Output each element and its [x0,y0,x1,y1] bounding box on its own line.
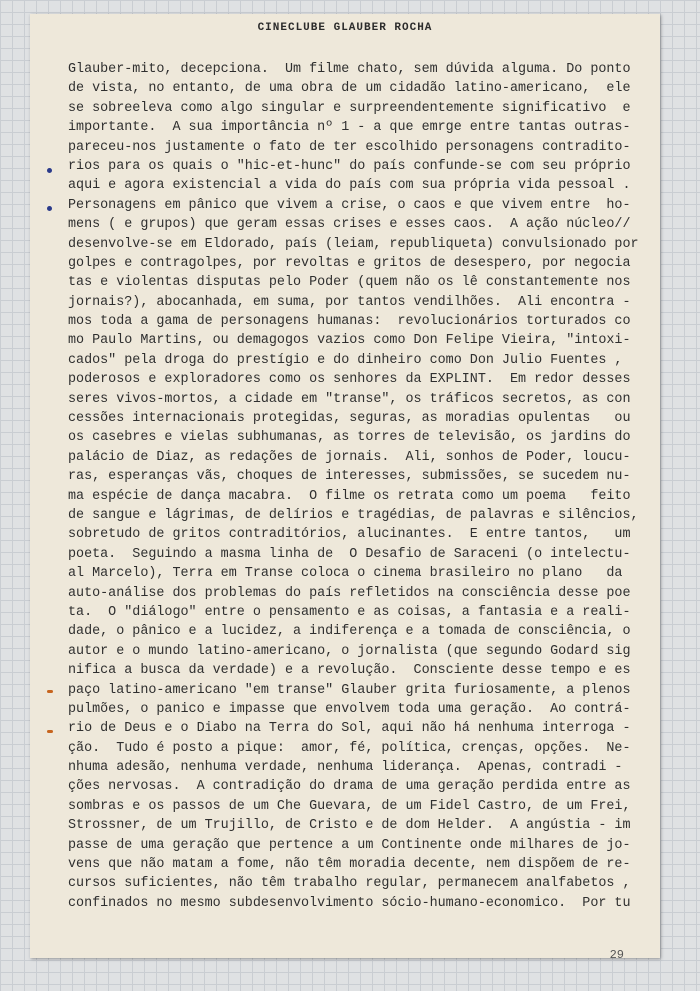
text-line: seres vivos-mortos, a cidade em "transe", os tráficos secretos, as con [68,391,631,407]
text-line: pulmões, o panico e impasse que envolvem toda uma geração. Ao contrá- [68,701,631,717]
text-line: sombras e os passos de um Che Guevara, de um Fidel Castro, de um Frei, [68,798,631,814]
text-line: jornais?), abocanhada, em suma, por tantos vendilhões. Ali encontra - [68,294,631,310]
text-line: vens que não matam a fome, não têm moradia decente, nem dispõem de re- [68,857,631,873]
text-line: mo Paulo Martins, ou demagogos vazios como Don Felipe Vieira, "intoxi- [68,333,631,349]
text-line: cursos suficientes, não têm trabalho regular, permanecem analfabetos , [68,876,631,892]
text-line: Personagens em pânico que vivem a crise, o caos e que vivem entre ho- [68,197,631,213]
text-line: passe de uma geração que pertence a um Continente onde milhares de jo- [68,837,631,853]
text-line: ta. O "diálogo" entre o pensamento e as coisas, a fantasia e a reali- [68,604,631,620]
text-line: mens ( e grupos) que geram essas crises e esses caos. A ação núcleo// [68,217,631,233]
margin-mark-dot [47,168,52,173]
text-line: auto-análise dos problemas do país refletidos na consciência desse poe [68,585,631,601]
text-line: ção. Tudo é posto a pique: amor, fé, política, crenças, opções. Ne- [68,740,631,756]
typed-page [30,14,660,962]
text-line: sobretudo de gritos contraditórios, alucinantes. E entre tantos, um [68,527,631,543]
margin-mark-tick [47,730,53,733]
text-line: nhuma adesão, nenhuma verdade, nenhuma liderança. Apenas, contradi - [68,760,623,776]
text-line: ma espécie de dança macabra. O filme os retrata como um poema feito [68,488,631,504]
text-line: de vista, no entanto, de uma obra de um cidadão latino-americano, ele [68,81,631,97]
text-line: mos toda a gama de personagens humanas: revolucionários torturados co [68,314,631,330]
text-line: al Marcelo), Terra em Transe coloca o cinema brasileiro no plano da [68,566,623,582]
text-line: confinados no mesmo subdesenvolvimento sócio-humano-economico. Por tu [68,895,631,911]
page-header: CINECLUBE GLAUBER ROCHA [257,22,433,34]
text-line: Glauber-mito, decepciona. Um filme chato, sem dúvida alguma. Do ponto [68,62,631,77]
text-line: rios para os quais o "hic-et-hunc" do país confunde-se com seu próprio [68,158,631,174]
text-line: os casebres e vielas subhumanas, as torres de televisão, os jardins do [68,430,631,446]
text-line: rio de Deus e o Diabo na Terra do Sol, aqui não há nenhuma interroga - [68,721,631,737]
typed-text-body [68,60,648,913]
text-line: poderosos e exploradores como os senhores da EXPLINT. Em redor desses [68,372,631,388]
margin-mark-dot [47,206,52,211]
text-line: paço latino-americano "em transe" Glauber grita furiosamente, a plenos [68,682,631,698]
text-line: palácio de Diaz, as redações de jornais. Ali, sonhos de Poder, loucu- [68,449,631,465]
text-line: golpes e contragolpes, por revoltas e gritos de desespero, por negocia [68,255,631,271]
text-line: pareceu-nos justamente o fato de ter escolhido personagens contradito- [68,139,631,155]
text-line: cados" pela droga do prestígio e do dinheiro como Don Julio Fuentes , [68,352,623,368]
text-line: Strossner, de um Trujillo, de Cristo e de dom Helder. A angústia - im [68,818,631,834]
text-line: importante. A sua importância nº 1 - a que emrge entre tantas outras- [68,120,631,136]
text-line: poeta. Seguindo a masma linha de O Desafio de Saraceni (o intelectu- [68,546,631,562]
text-line: de sangue e lágrimas, de delírios e tragédias, de palavras e silêncios, [68,507,639,523]
text-line: aqui e agora existencial a vida do país com sua própria vida pessoal . [68,178,631,194]
text-line: autor e o mundo latino-americano, o jornalista (que segundo Godard sig [68,643,631,659]
page-number: 29 [609,948,624,962]
text-line: tas e violentas disputas pelo Poder (quem não os lê constantemente nos [68,275,631,291]
text-line: ções nervosas. A contradição do drama de uma geração perdida entre as [68,779,631,795]
margin-mark-tick [47,690,53,693]
text-line: se sobreeleva como algo singular e surpreendentemente significativo e [68,100,631,116]
text-line: ras, esperanças vãs, choques de interesses, submissões, se sucedem nu- [68,469,631,485]
text-line: cessões internacionais protegidas, seguras, as moradias opulentas ou [68,411,631,427]
text-line: nifica a busca da verdade) e a revolução. Consciente desse tempo e es [68,663,631,679]
text-line: dade, o pânico e a lucidez, a indiferença e a tomada de consciência, o [68,624,631,640]
text-line: desenvolve-se em Eldorado, país (leiam, republiqueta) convulsionado por [68,236,639,252]
